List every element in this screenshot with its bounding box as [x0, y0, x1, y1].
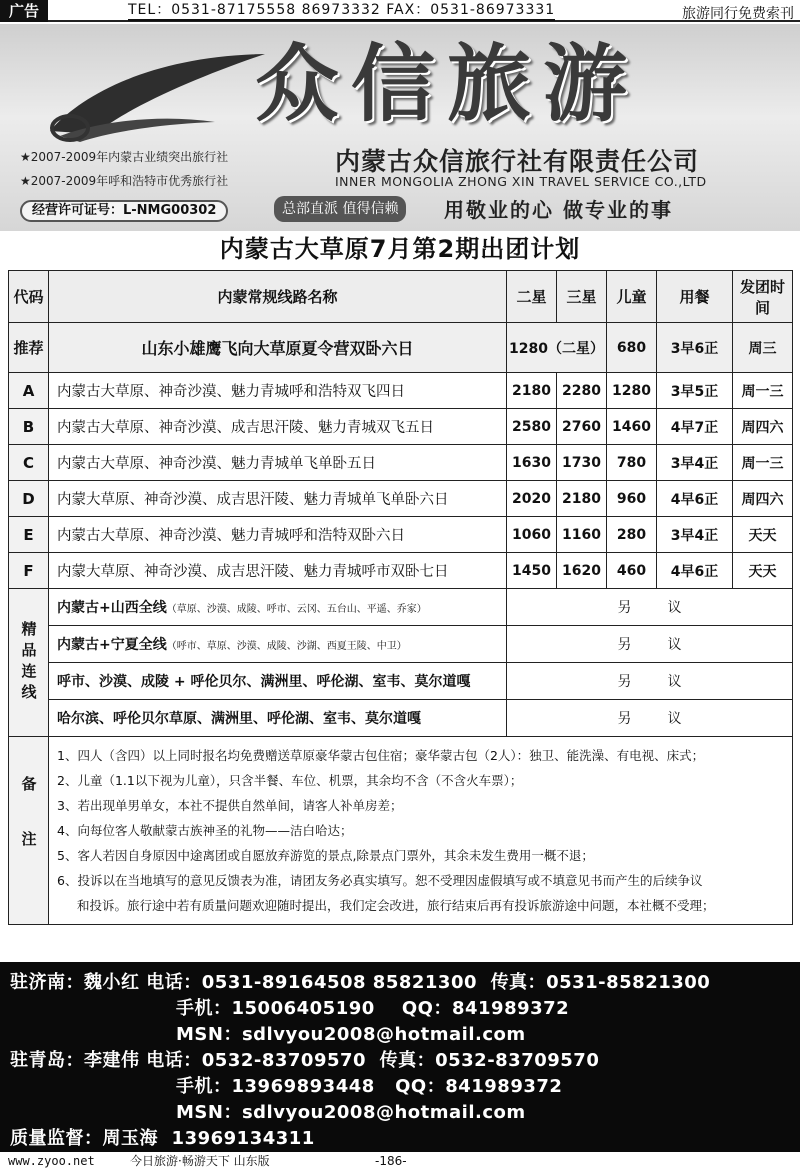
- brand-name: 众信旅游: [255, 34, 640, 133]
- page-title: 内蒙古大草原7月第2期出团计划: [219, 235, 581, 263]
- jinan-msn: sdlvyou2008@hotmail.com: [241, 1024, 526, 1045]
- row-child-price: 1280: [607, 373, 657, 409]
- page-number: -186-: [375, 1154, 407, 1168]
- notes-content: [49, 737, 793, 925]
- qingdao-qq-label: QQ：: [395, 1076, 446, 1097]
- row-three-star: 1620: [557, 553, 607, 589]
- row-child-price: 960: [607, 481, 657, 517]
- table-row: [9, 553, 793, 589]
- row-meals: 3早4正: [657, 517, 733, 553]
- row-code: D: [9, 481, 49, 517]
- journal-name: 旅游同行免费索刊: [682, 6, 794, 22]
- premium-route-name: 内蒙古+宁夏全线: [57, 637, 167, 653]
- table-row: [9, 373, 793, 409]
- row-child-price: 780: [607, 445, 657, 481]
- qa-name: 周玉海: [102, 1128, 158, 1149]
- row-three-star: 2180: [557, 481, 607, 517]
- premium-row: [9, 589, 793, 626]
- notes-label: 备注: [9, 737, 49, 925]
- footer-site: www.zyoo.net: [8, 1154, 95, 1168]
- row-departure: 周一三: [733, 445, 793, 481]
- jinan-qq-label: QQ：: [401, 998, 452, 1019]
- row-two-star: 1450: [507, 553, 557, 589]
- row-meals: 4早6正: [657, 553, 733, 589]
- header-contact-line: TEL：0531-87175558 86973332 FAX：0531-86973331: [128, 2, 555, 21]
- premium-row: [9, 663, 793, 700]
- jinan-fax-label: 传真：: [490, 972, 547, 993]
- row-meals: 3早6正: [657, 323, 733, 373]
- row-price: 1280（二星）: [507, 323, 607, 373]
- qingdao-msn-line: [176, 1098, 526, 1124]
- top-bar: [0, 0, 800, 22]
- qingdao-mobile-label: 手机：: [176, 1076, 232, 1097]
- qa-label: 质量监督：: [10, 1128, 103, 1149]
- row-meals: 4早7正: [657, 409, 733, 445]
- table-row: [9, 445, 793, 481]
- qingdao-mobile: 13969893448: [231, 1076, 375, 1097]
- premium-route: [49, 663, 507, 700]
- row-departure: 周一三: [733, 373, 793, 409]
- page-footer: [0, 1152, 800, 1171]
- row-route: 山东小雄鹰飞向大草原夏令营双卧六日: [49, 323, 507, 373]
- jinan-contact-line: [10, 968, 710, 994]
- jinan-tel-label: 电话：: [146, 972, 202, 993]
- row-departure: 周四六: [733, 409, 793, 445]
- note-item: 2、儿童（1.1以下视为儿童），只含半餐、车位、机票，其余均不含（不含火车票）；: [57, 773, 523, 788]
- note-item: 3、若出现单男单女，本社不提供自然单间，请客人补单房差；: [57, 798, 403, 813]
- swoosh-logo-icon: [40, 36, 290, 146]
- row-three-star: 1730: [557, 445, 607, 481]
- jinan-tel: 0531-89164508 85821300: [201, 972, 478, 993]
- row-child-price: 1460: [607, 409, 657, 445]
- direct-dispatch-badge: 总部直派 值得信赖: [274, 196, 406, 222]
- qingdao-tel: 0532-83709570: [201, 1050, 367, 1071]
- row-child-price: 680: [607, 323, 657, 373]
- premium-label: 精品连线: [9, 589, 49, 737]
- col-header-two-star: 二星: [507, 271, 557, 323]
- qingdao-name: 李建伟: [84, 1050, 140, 1071]
- row-three-star: 1160: [557, 517, 607, 553]
- itinerary-table: [8, 270, 793, 925]
- row-route: 内蒙古大草原、神奇沙漠、魅力青城呼和浩特双飞四日: [49, 373, 507, 409]
- row-two-star: 2180: [507, 373, 557, 409]
- row-two-star: 2580: [507, 409, 557, 445]
- row-departure: 天天: [733, 553, 793, 589]
- row-departure: 周三: [733, 323, 793, 373]
- row-meals: 4早6正: [657, 481, 733, 517]
- row-code: F: [9, 553, 49, 589]
- jinan-qq: 841989372: [451, 998, 570, 1019]
- row-three-star: 2760: [557, 409, 607, 445]
- footer-slogan: 今日旅游·畅游天下 山东版: [130, 1154, 270, 1168]
- note-item-continued: 和投诉。旅行途中若有质量问题欢迎随时提出，我们定会改进，旅行结束后再有投诉旅游途中问题，本社概不受理；: [77, 898, 715, 913]
- note-item: 1、四人（含四）以上同时报名均免费赠送草原豪华蒙古包住宿；豪华蒙古包（2人）：独卫、能洗澡、有电视、床式；: [57, 748, 705, 763]
- company-name-cn: 内蒙古众信旅行社有限责任公司: [335, 147, 700, 176]
- row-meals: 3早5正: [657, 373, 733, 409]
- itinerary-table-wrapper: [8, 270, 792, 950]
- notes-row: [9, 737, 793, 925]
- col-header-departure: 发团时间: [733, 271, 793, 323]
- premium-price: 另议: [507, 589, 793, 626]
- qingdao-contact-line: [10, 1046, 599, 1072]
- note-item: 6、投诉以在当地填写的意见反馈表为准，请团友务必真实填写。恕不受理因虚假填写或不填意见书而产生的后续争议: [57, 873, 703, 888]
- row-route: 内蒙古大草原、神奇沙漠、魅力青城单飞单卧五日: [49, 445, 507, 481]
- row-route: 内蒙古大草原、神奇沙漠、魅力青城呼和浩特双卧六日: [49, 517, 507, 553]
- jinan-msn-label: MSN：: [176, 1024, 242, 1045]
- company-name-en: INNER MONGOLIA ZHONG XIN TRAVEL SERVICE CO.,LTD: [335, 174, 707, 189]
- row-code: C: [9, 445, 49, 481]
- award-line: ★2007-2009年呼和浩特市优秀旅行社: [20, 174, 229, 188]
- jinan-msn-line: [176, 1020, 526, 1046]
- premium-route-name: 内蒙古+山西全线: [57, 600, 167, 616]
- table-row: [9, 409, 793, 445]
- row-code: B: [9, 409, 49, 445]
- premium-row: [9, 626, 793, 663]
- jinan-mobile: 15006405190: [231, 998, 375, 1019]
- row-code: 推荐: [9, 323, 49, 373]
- premium-route: [49, 589, 507, 626]
- jinan-mobile-label: 手机：: [176, 998, 232, 1019]
- table-row: [9, 517, 793, 553]
- note-item: 4、向每位客人敬献蒙古族神圣的礼物——洁白哈达；: [57, 823, 353, 838]
- qingdao-fax: 0532-83709570: [435, 1050, 600, 1071]
- qingdao-qq: 841989372: [445, 1076, 563, 1097]
- jinan-label: 驻济南：: [10, 972, 84, 993]
- qingdao-fax-label: 传真：: [379, 1050, 436, 1071]
- row-route: 内蒙大草原、神奇沙漠、成吉思汗陵、魅力青城呼市双卧七日: [49, 553, 507, 589]
- row-child-price: 460: [607, 553, 657, 589]
- premium-route: [49, 626, 507, 663]
- qingdao-msn: sdlvyou2008@hotmail.com: [241, 1102, 526, 1123]
- qingdao-msn-label: MSN：: [176, 1102, 242, 1123]
- contact-panel: [0, 962, 800, 1152]
- note-item: 5、客人若因自身原因中途离团或自愿放弃游览的景点,除景点门票外，其余未发生费用一概不退；: [57, 848, 594, 863]
- license-number: 经营许可证号：L-NMG00302: [20, 200, 228, 222]
- qingdao-mobile-line: [176, 1072, 562, 1098]
- jinan-mobile-line: [176, 994, 569, 1020]
- agency-slogan: 用敬业的心 做专业的事: [444, 198, 673, 222]
- jinan-fax: 0531-85821300: [546, 972, 711, 993]
- row-departure: 天天: [733, 517, 793, 553]
- jinan-name: 魏小红: [84, 972, 140, 993]
- quality-supervisor-line: [10, 1124, 315, 1150]
- col-header-route: 内蒙常规线路名称: [49, 271, 507, 323]
- row-two-star: 1060: [507, 517, 557, 553]
- col-header-child: 儿童: [607, 271, 657, 323]
- row-route: 内蒙大草原、神奇沙漠、成吉思汗陵、魅力青城单飞单卧六日: [49, 481, 507, 517]
- premium-route-name: 呼市、沙漠、成陵 + 呼伦贝尔、满洲里、呼伦湖、室韦、莫尔道嘎: [57, 674, 471, 690]
- premium-price: 另议: [507, 626, 793, 663]
- ad-tag: 广告: [0, 0, 48, 22]
- premium-route: [49, 700, 507, 737]
- award-line: ★2007-2009年内蒙古业绩突出旅行社: [20, 150, 229, 164]
- row-two-star: 2020: [507, 481, 557, 517]
- table-row: [9, 481, 793, 517]
- col-header-three-star: 三星: [557, 271, 607, 323]
- premium-price: 另议: [507, 700, 793, 737]
- qa-phone: 13969134311: [171, 1128, 315, 1149]
- col-header-meals: 用餐: [657, 271, 733, 323]
- recommended-row: [9, 323, 793, 373]
- qingdao-tel-label: 电话：: [146, 1050, 202, 1071]
- row-two-star: 1630: [507, 445, 557, 481]
- row-route: 内蒙古大草原、神奇沙漠、成吉思汗陵、魅力青城双飞五日: [49, 409, 507, 445]
- row-code: E: [9, 517, 49, 553]
- qingdao-label: 驻青岛：: [10, 1050, 84, 1071]
- row-meals: 3早4正: [657, 445, 733, 481]
- premium-route-name: 哈尔滨、呼伦贝尔草原、满洲里、呼伦湖、室韦、莫尔道嘎: [57, 711, 421, 727]
- premium-row: [9, 700, 793, 737]
- premium-route-stops: （呼市、草原、沙漠、成陵、沙湖、西夏王陵、中卫）: [166, 641, 407, 652]
- premium-route-stops: （草原、沙漠、成陵、呼市、云冈、五台山、平遥、乔家）: [166, 604, 427, 615]
- row-code: A: [9, 373, 49, 409]
- row-three-star: 2280: [557, 373, 607, 409]
- agency-header: [0, 24, 800, 231]
- col-header-code: 代码: [9, 271, 49, 323]
- premium-price: 另议: [507, 663, 793, 700]
- row-departure: 周四六: [733, 481, 793, 517]
- row-child-price: 280: [607, 517, 657, 553]
